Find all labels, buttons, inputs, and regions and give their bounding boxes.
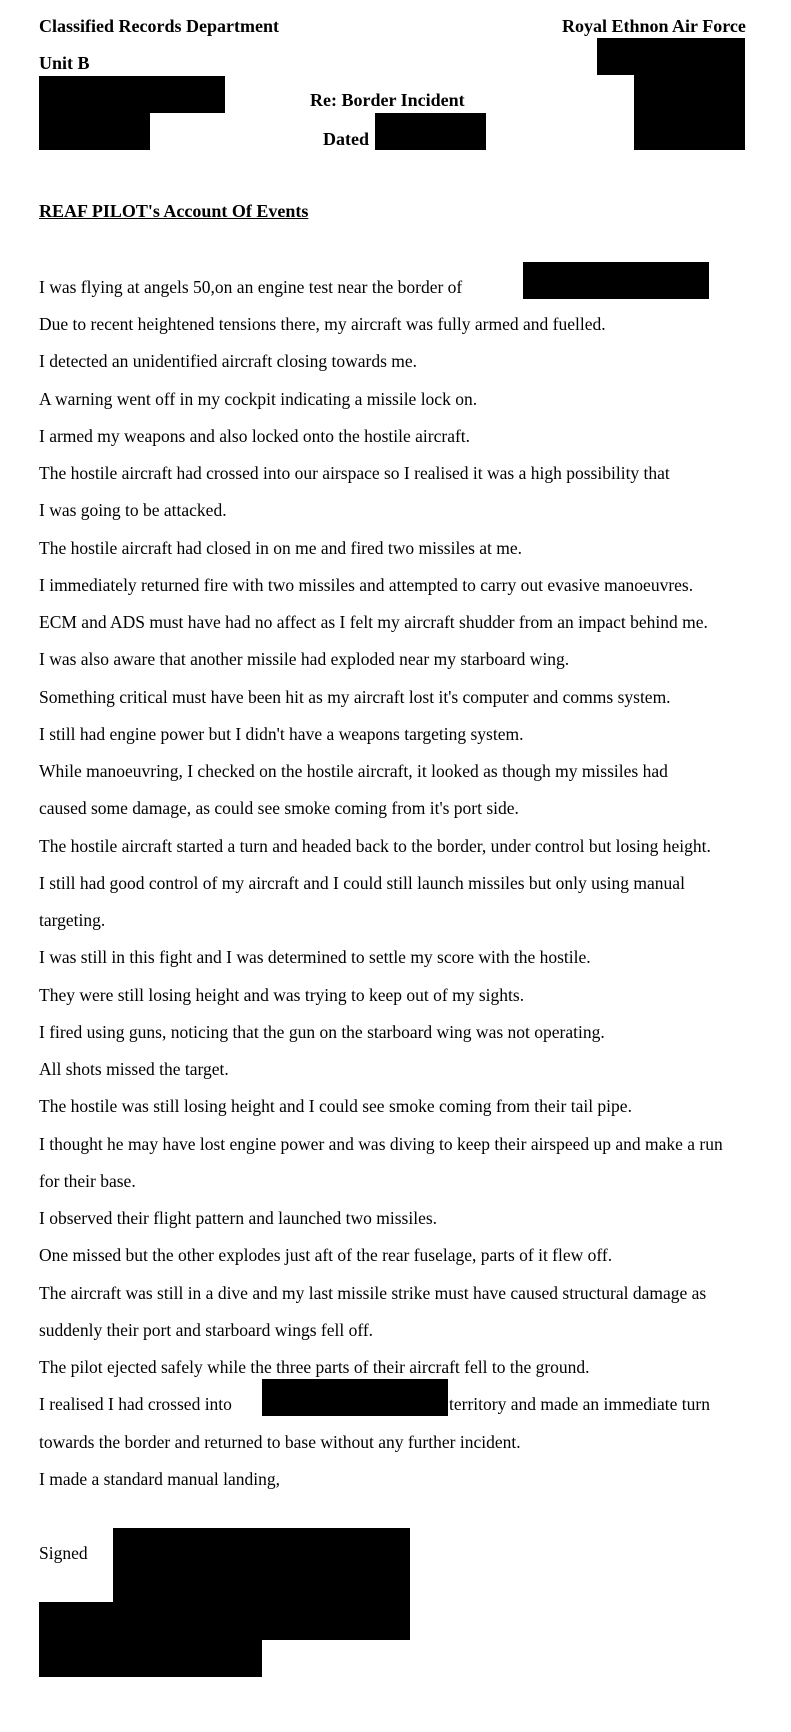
body-line: A warning went off in my cockpit indicating a missile lock on. xyxy=(39,389,478,409)
body-line: Something critical must have been hit as my aircraft lost it's computer and comms system. xyxy=(39,687,671,707)
body-line: I realised I had crossed into xyxy=(39,1394,232,1414)
signature-redaction xyxy=(113,1528,410,1640)
body-line: towards the border and returned to base without any further incident. xyxy=(39,1432,521,1452)
dated-label: Dated xyxy=(323,129,369,149)
body-line: The hostile aircraft had closed in on me and fired two missiles at me. xyxy=(39,538,523,558)
signed-label: Signed xyxy=(39,1543,88,1563)
redaction-block xyxy=(634,75,745,150)
body-line: I was going to be attacked. xyxy=(39,500,227,520)
body-line: I still had engine power but I didn't have a weapons targeting system. xyxy=(39,724,524,744)
body-line: They were still losing height and was trying to keep out of my sights. xyxy=(39,985,525,1005)
unit-heading: Unit B xyxy=(39,53,90,73)
department-heading: Classified Records Department xyxy=(39,16,279,36)
body-line: I fired using guns, noticing that the gun on the starboard wing was not operating. xyxy=(39,1022,605,1042)
body-line: for their base. xyxy=(39,1171,136,1191)
body-line: I armed my weapons and also locked onto the hostile aircraft. xyxy=(39,426,471,446)
body-line: The aircraft was still in a dive and my last missile strike must have caused structural damage as xyxy=(39,1283,707,1303)
body-line: ECM and ADS must have had no affect as I felt my aircraft shudder from an impact behind me. xyxy=(39,612,708,632)
body-line: I was also aware that another missile had exploded near my starboard wing. xyxy=(39,649,570,669)
redaction-block xyxy=(39,76,225,113)
redaction-block xyxy=(375,113,486,150)
body-line: suddenly their port and starboard wings fell off. xyxy=(39,1320,374,1340)
redaction-block xyxy=(39,113,150,150)
body-line: targeting. xyxy=(39,910,106,930)
body-line: The hostile aircraft had crossed into our airspace so I realised it was a high possibility that xyxy=(39,463,670,483)
body-line: I still had good control of my aircraft and I could still launch missiles but only using manual xyxy=(39,873,685,893)
signature-redaction xyxy=(39,1602,114,1677)
body-line: The pilot ejected safely while the three parts of their aircraft fell to the ground. xyxy=(39,1357,590,1377)
body-line: I was flying at angels 50,on an engine test near the border of xyxy=(39,277,463,297)
body-line: All shots missed the target. xyxy=(39,1059,229,1079)
body-line: I thought he may have lost engine power and was diving to keep their airspeed up and make a run xyxy=(39,1134,723,1154)
subject-heading: Re: Border Incident xyxy=(310,90,465,110)
body-line: I observed their flight pattern and launched two missiles. xyxy=(39,1208,438,1228)
body-line: The hostile was still losing height and I could see smoke coming from their tail pipe. xyxy=(39,1096,632,1116)
body-line: While manoeuvring, I checked on the hostile aircraft, it looked as though my missiles had xyxy=(39,761,668,781)
redaction-block xyxy=(262,1379,448,1416)
redaction-block xyxy=(597,38,745,75)
body-line-continuation: territory and made an immediate turn xyxy=(449,1394,710,1414)
document-title: REAF PILOT's Account Of Events xyxy=(39,201,309,221)
redaction-block xyxy=(523,262,709,299)
body-line: I immediately returned fire with two missiles and attempted to carry out evasive manoeuvres. xyxy=(39,575,694,595)
body-line: I was still in this fight and I was determined to settle my score with the hostile. xyxy=(39,947,591,967)
body-line: I detected an unidentified aircraft closing towards me. xyxy=(39,351,418,371)
body-line: One missed but the other explodes just aft of the rear fuselage, parts of it flew off. xyxy=(39,1245,613,1265)
organization-heading: Royal Ethnon Air Force xyxy=(562,16,746,36)
body-line: The hostile aircraft started a turn and headed back to the border, under control but losing height. xyxy=(39,836,711,856)
body-line: I made a standard manual landing, xyxy=(39,1469,281,1489)
signature-redaction xyxy=(113,1640,262,1677)
body-line: Due to recent heightened tensions there, my aircraft was fully armed and fuelled. xyxy=(39,314,606,334)
body-line: caused some damage, as could see smoke coming from it's port side. xyxy=(39,798,519,818)
